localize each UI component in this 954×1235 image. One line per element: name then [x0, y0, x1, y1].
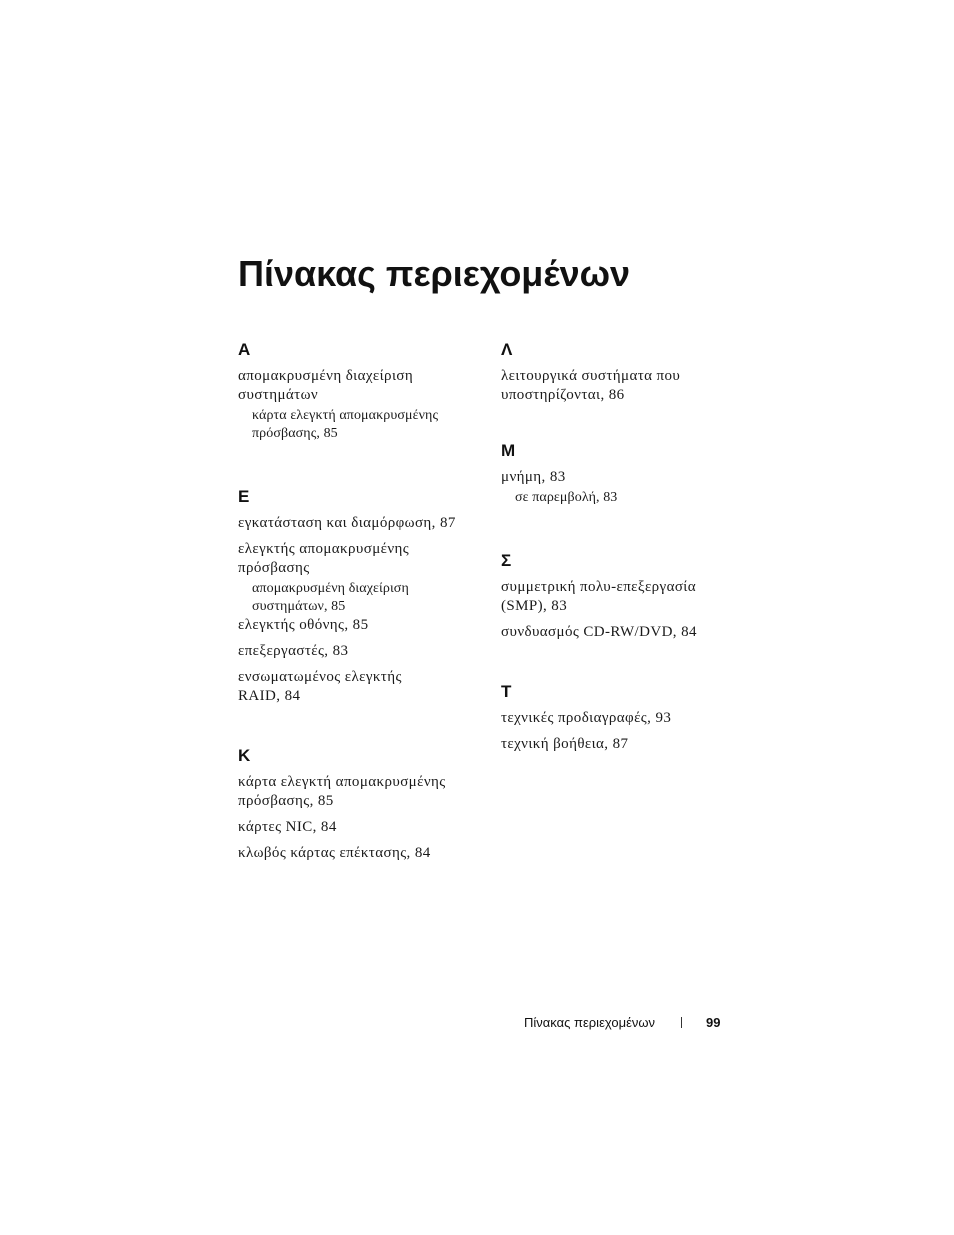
index-entry: [501, 367, 741, 405]
entry-text: συνδυασμός CD-RW/DVD, 84: [501, 624, 697, 640]
index-entry: [501, 468, 741, 487]
entry-text: τεχνική βοήθεια, 87: [501, 736, 629, 752]
subentry-text: απομακρυσμένη διαχείριση: [252, 581, 409, 596]
entry-text: ελεγκτής απομακρυσμένης: [238, 541, 410, 557]
entry-text: τεχνικές προδιαγραφές, 93: [501, 710, 672, 726]
footer-label: Πίνακας περιεχομένων: [524, 1015, 656, 1030]
subentry-text: κάρτα ελεγκτή απομακρυσμένης: [252, 408, 439, 423]
index-entry: [238, 773, 488, 811]
entry-text: συμμετρική πολυ-επεξεργασία: [501, 579, 697, 595]
index-entry: [238, 616, 488, 635]
section-letter: Τ: [501, 682, 512, 701]
page-title: Πίνακας περιεχομένων: [238, 253, 631, 294]
subentry-text: σε παρεμβολή, 83: [515, 490, 618, 505]
entry-text: λειτουργικά συστήματα που: [501, 368, 681, 384]
index-subentry: [238, 580, 488, 616]
footer-separator: [681, 1017, 682, 1028]
section-gap: [238, 706, 488, 746]
entry-text: RAID, 84: [238, 688, 301, 704]
entry-text: (SMP), 83: [501, 598, 568, 614]
section-letter: Κ: [238, 746, 251, 765]
index-section: [238, 340, 488, 443]
index-entry: [501, 623, 741, 642]
entry-text: πρόσβασης, 85: [238, 793, 334, 809]
entry-text: κάρτες NIC, 84: [238, 819, 337, 835]
subentry-text: πρόσβασης, 85: [252, 426, 338, 441]
section-gap: [501, 507, 741, 551]
section-gap: [501, 405, 741, 441]
entry-text: κλωβός κάρτας επέκτασης, 84: [238, 845, 431, 861]
index-entry: [501, 709, 741, 728]
section-gap: [238, 443, 488, 487]
index-section: [501, 682, 741, 754]
entry-text: πρόσβασης: [238, 560, 310, 576]
index-entry: [238, 367, 488, 405]
section-letter: Ε: [238, 487, 250, 506]
section-gap: [501, 642, 741, 682]
subentry-text: συστημάτων, 85: [252, 599, 346, 614]
index-section: [501, 441, 741, 507]
index-section: [238, 487, 488, 706]
entry-text: ελεγκτής οθόνης, 85: [238, 617, 369, 633]
entry-text: ενσωματωμένος ελεγκτής: [238, 669, 402, 685]
index-entry: [501, 735, 741, 754]
index-entry: [238, 818, 488, 837]
index-column-right: [501, 340, 741, 754]
page-footer: [524, 1014, 720, 1032]
section-letter: Α: [238, 340, 251, 359]
index-column-left: [238, 340, 488, 863]
index-subentry: [501, 489, 741, 507]
index-section: [501, 340, 741, 405]
index-entry: [238, 844, 488, 863]
index-section: [238, 746, 488, 863]
index-entry: [501, 578, 741, 616]
section-letter: Λ: [501, 340, 513, 359]
index-entry: [238, 540, 488, 578]
index-entry: [238, 642, 488, 661]
entry-text: κάρτα ελεγκτή απομακρυσμένης: [238, 774, 446, 790]
page-number: 99: [706, 1015, 721, 1030]
section-letter: Σ: [501, 551, 512, 570]
index-subentry: [238, 407, 488, 443]
entry-text: επεξεργαστές, 83: [238, 643, 349, 659]
section-letter: Μ: [501, 441, 516, 460]
entry-text: συστημάτων: [238, 387, 319, 403]
index-entry: [238, 514, 488, 533]
entry-text: απομακρυσμένη διαχείριση: [238, 368, 414, 384]
index-entry: [238, 668, 488, 706]
entry-text: υποστηρίζονται, 86: [501, 387, 625, 403]
entry-text: μνήμη, 83: [501, 469, 566, 485]
index-section: [501, 551, 741, 642]
entry-text: εγκατάσταση και διαμόρφωση, 87: [238, 515, 456, 531]
